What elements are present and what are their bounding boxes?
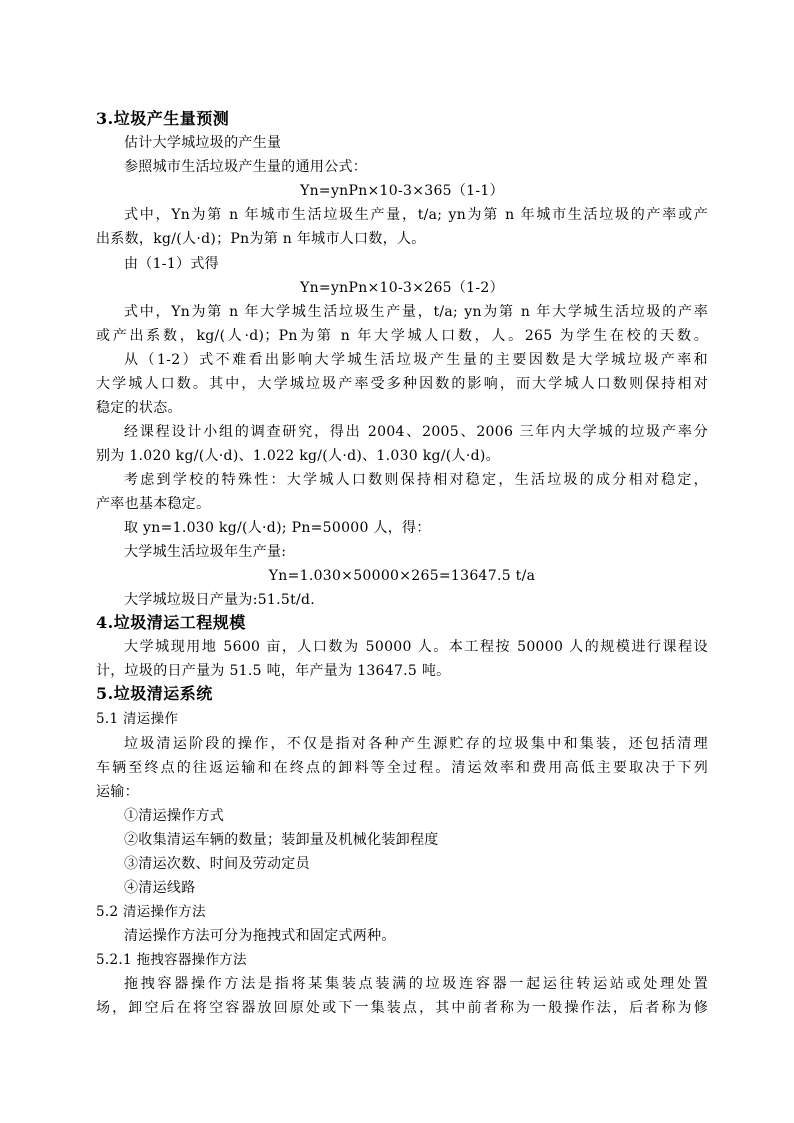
paragraph-line: 拖拽容器操作方法是指将某集装点装满的垃圾连容器一起运往转运站或处理处置 bbox=[124, 976, 708, 992]
paragraph-line: 经课程设计小组的调查研究，得出 2004、2005、2006 三年内大学城的垃圾产率分 bbox=[124, 424, 708, 440]
paragraph-line: 由（1-1）式得 bbox=[124, 256, 219, 272]
list-item: ①清运操作方式 bbox=[124, 808, 225, 824]
formula-1-2: Yn=ynPn×10-3×265（1-2） bbox=[300, 280, 504, 296]
paragraph-line: 大学城生活垃圾年生产量: bbox=[124, 544, 287, 560]
subsection-heading-5-2: 5.2 清运操作方法 bbox=[96, 904, 206, 920]
paragraph-line: 考虑到学校的特殊性：大学城人口数则保持相对稳定，生活垃圾的成分相对稳定， bbox=[124, 472, 708, 488]
paragraph-line: 运输： bbox=[96, 784, 139, 800]
paragraph-line: 参照城市生活垃圾产生量的通用公式： bbox=[124, 159, 368, 175]
paragraph-line: 计，垃圾的日产量为 51.5 吨，年产量为 13647.5 吨。 bbox=[96, 663, 451, 679]
list-item: ③清运次数、时间及劳动定员 bbox=[124, 856, 310, 872]
paragraph-line: 场，卸空后在将空容器放回原处或下一集装点，其中前者称为一般操作法，后者称为修 bbox=[96, 1000, 708, 1016]
paragraph-line: 估计大学城垃圾的产生量 bbox=[124, 135, 282, 151]
paragraph-line: 大学城现用地 5600 亩，人口数为 50000 人。本工程按 50000 人的规模进行课程设 bbox=[124, 639, 708, 655]
paragraph-line: 式中，Yn为第 n 年城市生活垃圾生产量，t/a; yn为第 n 年城市生活垃圾的产率或产 bbox=[124, 207, 708, 223]
paragraph-line: 出系数，kg/(人·d)；Pn为第 n 年城市人口数，人。 bbox=[96, 231, 426, 247]
paragraph-line: 取 yn=1.030 kg/(人·d); Pn=50000 人，得： bbox=[124, 520, 431, 536]
paragraph-line: 别为 1.020 kg/(人·d)、1.022 kg/(人·d)、1.030 kg/(人·d)。 bbox=[96, 448, 500, 464]
paragraph-line: 清运操作方法可分为拖拽式和固定式两种。 bbox=[124, 928, 396, 944]
paragraph-line: 车辆至终点的往返运输和在终点的卸料等全过程。清运效率和费用高低主要取决于下列 bbox=[96, 760, 708, 776]
paragraph-line: 大学城人口数。其中，大学城垃圾产率受多种因数的影响，而大学城人口数则保持相对 bbox=[96, 376, 708, 392]
section-heading-3: 3.垃圾产生量预测 bbox=[96, 109, 230, 128]
formula-1-1: Yn=ynPn×10-3×365（1-1） bbox=[300, 183, 504, 199]
list-item: ②收集清运车辆的数量；装卸量及机械化装卸程度 bbox=[124, 832, 439, 848]
paragraph-line: 产率也基本稳定。 bbox=[96, 496, 211, 512]
paragraph-line: 垃圾清运阶段的操作，不仅是指对各种产生源贮存的垃圾集中和集装，还包括清理 bbox=[124, 736, 708, 752]
subsection-heading-5-2-1: 5.2.1 拖拽容器操作方法 bbox=[96, 952, 247, 968]
list-item: ④清运线路 bbox=[124, 880, 196, 896]
paragraph-line: 或产出系数，kg/(人·d)；Pn为第 n 年大学城人口数，人。265 为学生在校的天数。 bbox=[96, 328, 708, 344]
paragraph-line: 从（1-2）式不难看出影响大学城生活垃圾产生量的主要因数是大学城垃圾产率和 bbox=[124, 352, 708, 368]
formula-result: Yn=1.030×50000×265=13647.5 t/a bbox=[268, 568, 536, 584]
paragraph-line: 大学城垃圾日产量为:51.5t/d. bbox=[124, 592, 316, 608]
subsection-heading-5-1: 5.1 清运操作 bbox=[96, 711, 179, 727]
section-heading-5: 5.垃圾清运系统 bbox=[96, 684, 213, 703]
paragraph-line: 稳定的状态。 bbox=[96, 400, 182, 416]
paragraph-line: 式中，Yn为第 n 年大学城生活垃圾生产量，t/a; yn为第 n 年大学城生活垃圾的产率 bbox=[124, 304, 708, 320]
section-heading-4: 4.垃圾清运工程规模 bbox=[96, 613, 246, 632]
